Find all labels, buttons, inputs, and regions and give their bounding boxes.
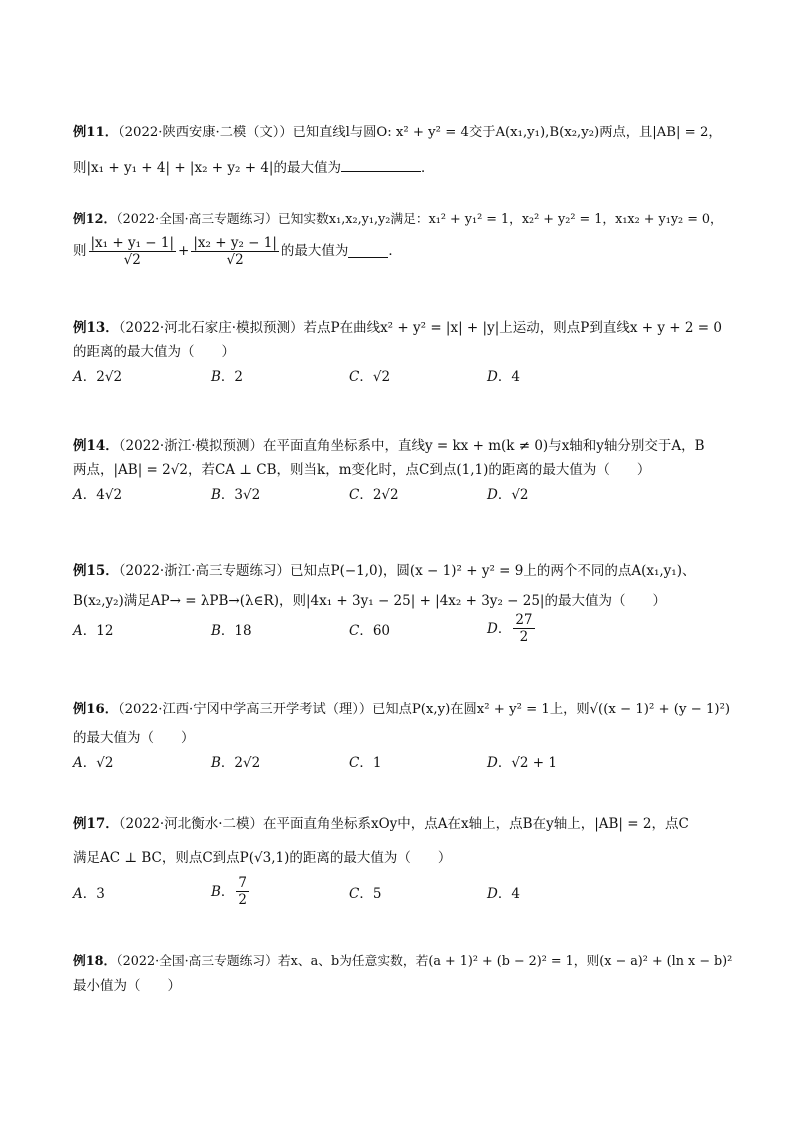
option-d: D．√2 + 1 xyxy=(487,755,558,771)
problem-label: 例16． xyxy=(73,702,118,717)
option-c: C．5 xyxy=(349,886,382,902)
option-a: A．12 xyxy=(73,623,114,639)
option-b: B ． $\frac{7}{2}$ xyxy=(211,875,248,908)
problem-text: 则|x₁ + y₁ + 4| + |x₂ + y₂ + 4|的最大值为 xyxy=(73,160,341,176)
problem-text: 的距离的最大值为（ ） xyxy=(73,344,235,360)
answer-blank xyxy=(348,245,388,258)
problem-text: 两点，|AB| = 2√2，若CA ⊥ CB，则当k，m变化时，点C到点(1,1)的距离的最大值为（ ） xyxy=(73,462,651,478)
problem-label: 例15． xyxy=(73,563,119,579)
problem-text: （2022·浙江·模拟预测）在平面直角坐标系中，直线y = kx + m(k ≠ 0)与x轴和y轴分别交于A，B xyxy=(118,438,705,454)
answer-options xyxy=(73,485,733,507)
fraction: $\frac{\text{|x₂ + y₂ − 1|}}{√2}$ xyxy=(193,234,277,268)
problem-label: 例13． xyxy=(73,320,119,336)
fraction: $\frac{7}{2}$ xyxy=(238,875,248,908)
option-b: B．18 xyxy=(211,623,252,639)
problem-18 xyxy=(73,952,733,996)
problem-text: 满足AC ⊥ BC，则点C到点P(√3,1)的距离的最大值为（ ） xyxy=(73,850,452,866)
answer-blank xyxy=(341,159,421,172)
problem-label: 例11． xyxy=(73,125,118,140)
problem-17 xyxy=(73,814,733,912)
option-c: C．2√2 xyxy=(349,487,399,503)
answer-options xyxy=(73,367,733,389)
option-d: D．4 xyxy=(487,886,520,902)
problem-text: （2022·全国·高三专题练习）已知实数x₁,x₂,y₁,y₂满足：x₁² + y₁² = 1，x₂² + y₂² = 1，x₁x₂ + y₁y₂ = 0， xyxy=(116,212,723,227)
problem-label: 例12． xyxy=(73,212,117,227)
problem-label: 例14． xyxy=(73,438,119,454)
problem-label: 例18． xyxy=(73,954,117,969)
option-c: C．√2 xyxy=(349,369,391,385)
option-d: D．4 xyxy=(487,369,520,385)
problem-text: 最小值为（ ） xyxy=(73,978,181,994)
option-a: A．4√2 xyxy=(73,487,123,503)
option-c: C．60 xyxy=(349,623,391,639)
option-a: A．2√2 xyxy=(73,369,123,385)
problem-12: 例12．（2022·全国·高三专题练习）已知实数x₁,x₂,y₁,y₂满足：x₁² + y₁² = 1，x₂² + y₂² = 1，x₁x₂ + y₁y₂ = 0， 则 $\frac{\text{|x₁ + y₁ − 1|}}{√2}$ + $\frac{\text{|x₂ + y₂ − 1|}}{√2}$ 的最大值为 ． xyxy=(73,212,723,268)
problem-text: （2022·河北石家庄·模拟预测）若点P在曲线x² + y² = |x| + |y|上运动，则点P到直线x + y + 2 = 0 xyxy=(118,320,722,336)
problem-text: （2022·河北衡水·二模）在平面直角坐标系xOy中，点A在x轴上，点B在y轴上，|AB| = 2，点C xyxy=(118,816,689,832)
problem-text: （2022·江西·宁冈中学高三开学考试（理））已知点P(x,y)在圆x² + y² = 1上，则√((x − 1)² + (y − 1)²) xyxy=(117,702,731,717)
answer-options xyxy=(73,612,733,648)
fraction: $\frac{\text{|x₁ + y₁ − 1|}}{√2}$ xyxy=(90,234,175,268)
fraction: $\frac{27}{2}$ xyxy=(515,612,533,645)
problem-text: 的最大值为（ ） xyxy=(73,730,195,746)
problem-13 xyxy=(73,318,733,389)
option-b: B．2 xyxy=(211,369,244,385)
option-c: C．1 xyxy=(349,755,382,771)
problem-14 xyxy=(73,436,733,507)
option-b: B．2√2 xyxy=(211,755,261,771)
option-b: B．3√2 xyxy=(211,487,261,503)
answer-options xyxy=(73,753,733,775)
option-a: A．3 xyxy=(73,886,105,902)
problem-text: B(x₂,y₂)满足AP→ = λPB→(λ∈R)，则|4x₁ + 3y₁ − 25| + |4x₂ + 3y₂ − 25|的最大值为（ ） xyxy=(73,593,666,609)
problem-label: 例17． xyxy=(73,816,119,832)
answer-options xyxy=(73,875,733,912)
option-a: A．√2 xyxy=(73,755,114,771)
problem-text: （2022·全国·高三专题练习）若x、a、b为任意实数，若(a + 1)² + (b − 2)² = 1，则(x − a)² + (ln x − b)² xyxy=(116,954,733,969)
problem-11: 例11．（2022·陕西安康·二模（文））已知直线l与圆O: x² + y² = 4交于A(x₁,y₁),B(x₂,y₂)两点，且|AB| = 2， 则|x₁ + y₁ + 4| + |x₂ + y₂ + 4|的最大值为 ． xyxy=(73,125,722,176)
option-d: D．√2 xyxy=(487,487,529,503)
problem-15 xyxy=(73,561,733,648)
problem-text: （2022·陕西安康·二模（文））已知直线l与圆O: x² + y² = 4交于A(x₁,y₁),B(x₂,y₂)两点，且|AB| = 2， xyxy=(117,125,722,140)
problem-16 xyxy=(73,700,733,775)
option-d: D ． $\frac{27}{2}$ xyxy=(487,612,533,645)
problem-text: （2022·浙江·高三专题练习）已知点P(−1,0)，圆(x − 1)² + y² = 9上的两个不同的点A(x₁,y₁)、 xyxy=(118,563,696,579)
